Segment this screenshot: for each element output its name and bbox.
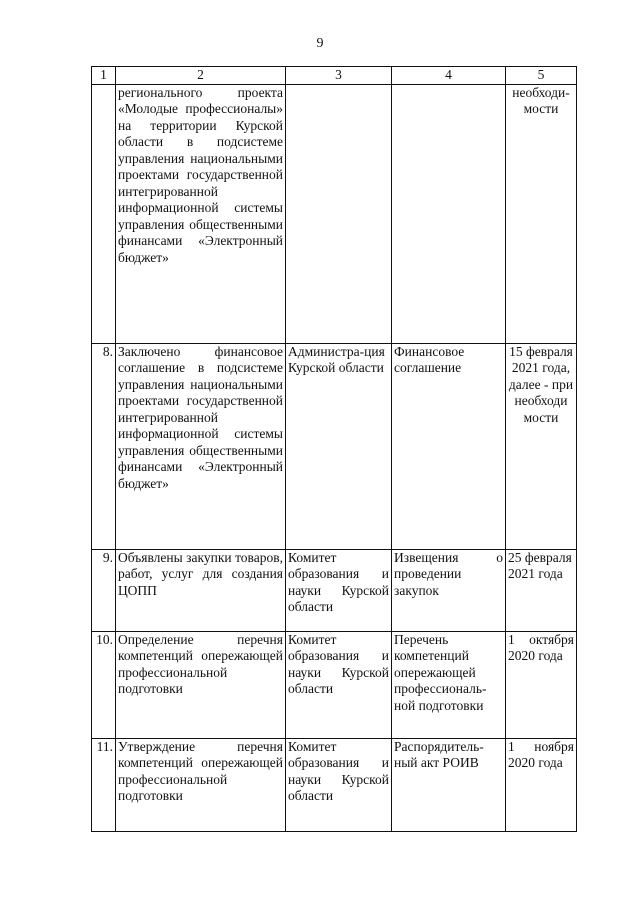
result-cell: Финансовое соглашение bbox=[392, 343, 506, 549]
event-cell: регионального проекта «Молодые профессионалы» на территории Курской области в подсистеме управления национальными проектами государственной интегрированной информационной системы управления общественными финансами «Электронный бюджет» bbox=[116, 84, 286, 343]
responsible-cell: Комитет образования и науки Курской области bbox=[286, 738, 392, 831]
table-header-row bbox=[92, 67, 577, 85]
deadline-cell: 25 февраля 2021 года bbox=[506, 549, 577, 631]
result-cell bbox=[392, 84, 506, 343]
deadline-cell: 1 ноября 2020 года bbox=[506, 738, 577, 831]
deadline-cell: 1 октября 2020 года bbox=[506, 631, 577, 738]
table-row bbox=[92, 343, 577, 549]
row-number: 10. bbox=[92, 631, 116, 738]
column-header: 5 bbox=[506, 67, 577, 85]
row-number: 8. bbox=[92, 343, 116, 549]
row-number: 9. bbox=[92, 549, 116, 631]
event-cell: Определение перечня компетенций опережающей профессиональной подготовки bbox=[116, 631, 286, 738]
table-row bbox=[92, 631, 577, 738]
responsible-cell bbox=[286, 84, 392, 343]
column-header: 3 bbox=[286, 67, 392, 85]
row-number bbox=[92, 84, 116, 343]
responsible-cell: Комитет образования и науки Курской области bbox=[286, 549, 392, 631]
event-cell: Утверждение перечня компетенций опережающей профессиональной подготовки bbox=[116, 738, 286, 831]
column-header: 2 bbox=[116, 67, 286, 85]
result-cell: Распорядитель-ный акт РОИВ bbox=[392, 738, 506, 831]
column-header: 4 bbox=[392, 67, 506, 85]
table-row bbox=[92, 84, 577, 343]
event-cell: Объявлены закупки товаров, работ, услуг для создания ЦОПП bbox=[116, 549, 286, 631]
deadline-cell: 15 февраля 2021 года, далее - при необходи мости bbox=[506, 343, 577, 549]
event-cell: Заключено финансовое соглашение в подсистеме управления национальными проектами государственной интегрированной информационной системы управления общественными финансами «Электронный бюджет» bbox=[116, 343, 286, 549]
schedule-table bbox=[91, 66, 577, 832]
column-header: 1 bbox=[92, 67, 116, 85]
page-number: 9 bbox=[316, 36, 324, 51]
result-cell: Перечень компетенций опережающей профессиональ-ной подготовки bbox=[392, 631, 506, 738]
responsible-cell: Администра-ция Курской области bbox=[286, 343, 392, 549]
table-row bbox=[92, 738, 577, 831]
deadline-cell: необходи-мости bbox=[506, 84, 577, 343]
row-number: 11. bbox=[92, 738, 116, 831]
table-row bbox=[92, 549, 577, 631]
responsible-cell: Комитет образования и науки Курской области bbox=[286, 631, 392, 738]
result-cell: Извещения о проведении закупок bbox=[392, 549, 506, 631]
